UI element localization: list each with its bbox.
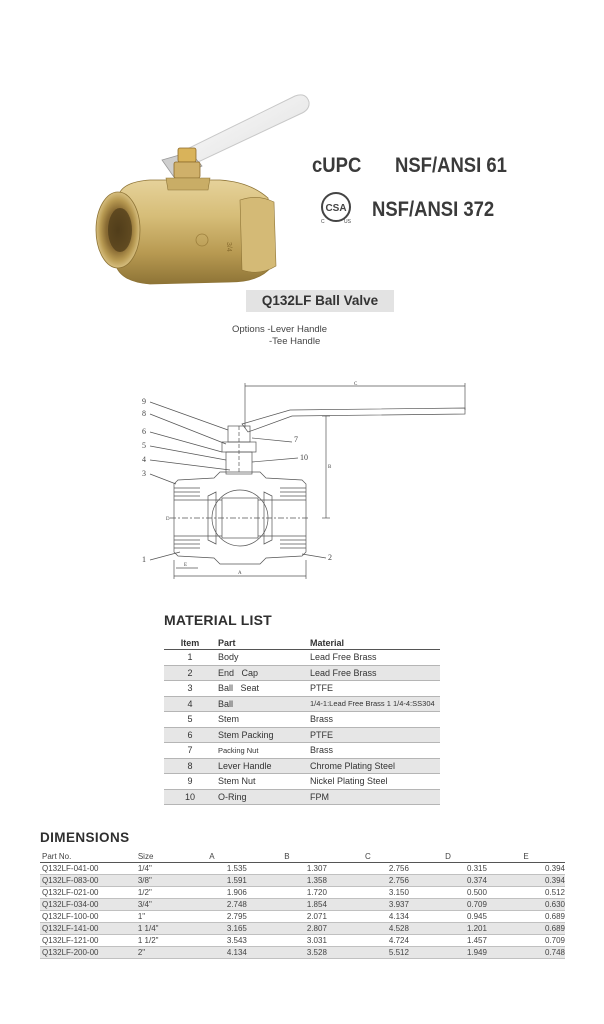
table-cell: 1 1/4" [138,923,177,935]
table-row [40,947,565,959]
table-row [40,875,565,887]
table-cell: 5.512 [327,947,409,959]
table-cell: 1.854 [247,899,327,911]
cupc-cert: cUPC [312,154,362,177]
table-cell: 2.756 [327,875,409,887]
table-cell: Q132LF-200-00 [40,947,138,959]
table-cell: 4.724 [327,935,409,947]
material-list-header [164,636,440,650]
table-cell: 1.949 [409,947,487,959]
table-cell: Q132LF-121-00 [40,935,138,947]
table-cell: 1.457 [409,935,487,947]
table-cell: 0.394 [487,863,565,875]
dim-label-a: A [238,571,242,576]
table-cell: 1.307 [247,863,327,875]
dimensions-header [40,850,565,863]
table-cell: 0.630 [487,899,565,911]
ball-valve-photo [90,90,320,290]
table-cell: 0.748 [487,947,565,959]
table-cell: 0.709 [487,935,565,947]
table-cell: 0.689 [487,911,565,923]
table-cell: 2.795 [177,911,247,923]
header-size: Size [138,850,177,863]
dimensions-table [40,850,565,959]
callout-9: 9 [142,397,146,406]
table-cell: 3.543 [177,935,247,947]
table-cell: 1.591 [177,875,247,887]
table-cell: 4.134 [327,911,409,923]
table-cell: 0.709 [409,899,487,911]
table-cell: 4.528 [327,923,409,935]
table-row [40,899,565,911]
callout-3: 3 [142,469,146,478]
table-cell: Q132LF-021-00 [40,887,138,899]
table-row: 8 Lever Handle Chrome Plating Steel [164,758,440,774]
table-row: 4 Ball 1/4-1:Lead Free Brass 1 1/4-4:SS304 [164,696,440,712]
table-cell: 0.500 [409,887,487,899]
table-cell: 1.535 [177,863,247,875]
table-cell: 2.748 [177,899,247,911]
nsf-ansi-61-cert: NSF/ANSI 61 [395,154,507,177]
table-cell: 2.756 [327,863,409,875]
table-cell: 1.906 [177,887,247,899]
header-material: Material [308,636,440,650]
header-b: B [247,850,327,863]
table-row: 5 Stem Brass [164,712,440,728]
table-row: 10 O-Ring FPM [164,789,440,805]
header-part-no: Part No. [40,850,138,863]
table-cell: 3/4" [138,899,177,911]
table-row: 3 Ball Seat PTFE [164,681,440,697]
table-cell: 3.528 [247,947,327,959]
table-cell: 1/4" [138,863,177,875]
callout-2: 2 [328,553,332,562]
dim-label-e: E [184,563,188,568]
dim-label-b: B [328,465,332,470]
options-list [232,324,327,348]
table-row [40,863,565,875]
table-cell: 1/2" [138,887,177,899]
table-cell: Q132LF-141-00 [40,923,138,935]
table-cell: 3.150 [327,887,409,899]
option-tee-handle: -Tee Handle [269,336,321,347]
table-cell: 0.394 [487,875,565,887]
table-cell: 1.720 [247,887,327,899]
callout-10: 10 [300,453,308,462]
table-cell: 0.315 [409,863,487,875]
header-part: Part [216,636,308,650]
nsf-ansi-372-cert: NSF/ANSI 372 [372,198,495,221]
options-label: Options [232,324,265,335]
table-row [40,935,565,947]
table-cell: Q132LF-100-00 [40,911,138,923]
table-cell: Q132LF-041-00 [40,863,138,875]
table-cell: 3.937 [327,899,409,911]
table-cell: 2" [138,947,177,959]
table-cell: 1 1/2" [138,935,177,947]
material-list-title: MATERIAL LIST [164,612,272,628]
svg-text:CSA: CSA [325,203,347,214]
table-cell: 1.201 [409,923,487,935]
table-row: 7 Packing Nut Brass [164,743,440,759]
header-c: C [327,850,409,863]
callout-5: 5 [142,441,146,450]
header-a: A [177,850,247,863]
table-row [40,911,565,923]
csa-logo-icon [318,190,358,226]
technical-drawing [130,380,475,580]
table-cell: 2.071 [247,911,327,923]
table-cell: 0.374 [409,875,487,887]
table-cell: 3/8" [138,875,177,887]
table-cell: 3.165 [177,923,247,935]
callout-8: 8 [142,409,146,418]
table-row: 2 End Cap Lead Free Brass [164,665,440,681]
table-row: 9 Stem Nut Nickel Plating Steel [164,774,440,790]
header-d: D [409,850,487,863]
table-row [40,923,565,935]
table-cell: Q132LF-034-00 [40,899,138,911]
callout-1: 1 [142,555,146,564]
table-row: 6 Stem Packing PTFE [164,727,440,743]
dim-label-c: C [354,382,358,387]
table-cell: 1.358 [247,875,327,887]
table-cell: Q132LF-083-00 [40,875,138,887]
table-cell: 0.689 [487,923,565,935]
option-lever-handle: -Lever Handle [267,324,328,335]
callout-6: 6 [142,427,146,436]
dim-label-d: D [166,517,170,522]
table-cell: 1" [138,911,177,923]
product-title: Q132LF Ball Valve [246,290,394,312]
material-list-table [164,636,440,805]
table-row: 1 Body Lead Free Brass [164,650,440,666]
svg-text:US: US [344,219,351,225]
svg-text:C: C [321,219,325,225]
table-cell: 2.807 [247,923,327,935]
header-item: Item [164,636,216,650]
svg-text:3/4: 3/4 [225,242,232,252]
table-row [40,887,565,899]
header-e: E [487,850,565,863]
callout-4: 4 [142,455,146,464]
table-cell: 0.512 [487,887,565,899]
table-cell: 4.134 [177,947,247,959]
table-cell: 3.031 [247,935,327,947]
dimensions-title: DIMENSIONS [40,830,130,845]
table-cell: 0.945 [409,911,487,923]
callout-7: 7 [294,435,298,444]
